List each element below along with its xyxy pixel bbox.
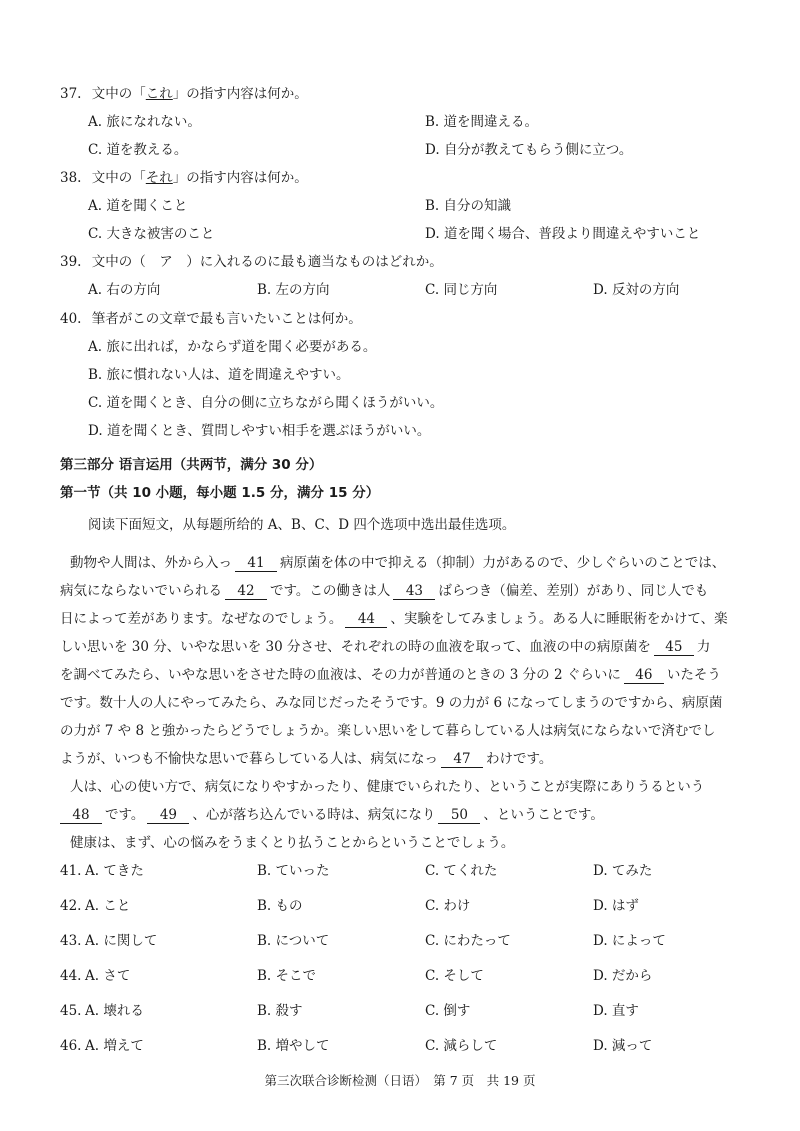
blank-42: 42 [225, 584, 267, 600]
passage-line: ようが、いつも不愉快な思いで暮らしている人は、病気になっ 47 わけです。 [60, 751, 553, 767]
blank-44: 44 [345, 612, 387, 628]
question-stem: 筆者がこの文章で最も言いたいことは何か。 [91, 311, 362, 327]
passage-line: 病気にならないでいられる 42 です。この働きは人 43 ばらつき（偏差、差别）があり、同じ人でも [60, 583, 709, 599]
choice-c[interactable]: C. そして [425, 968, 484, 984]
option-39-d[interactable]: D. 反対の方向 [593, 282, 680, 298]
question-number: 40. [60, 311, 82, 327]
page-footer: 第三次联合诊断检测（日语） 第 7 页 共 19 页 [264, 1073, 536, 1088]
question-number: 39. [60, 254, 82, 270]
option-38-c[interactable]: C. 大きな被害のこと [88, 226, 215, 242]
option-39-a[interactable]: A. 右の方向 [88, 282, 161, 298]
choice-d[interactable]: D. はず [593, 898, 639, 914]
option-38-d[interactable]: D. 道を聞く場合、普段より間違えやすいこと [425, 226, 701, 242]
choice-d[interactable]: D. 直す [593, 1003, 639, 1019]
choice-d[interactable]: D. 減って [593, 1038, 653, 1054]
passage-line: の力が 7 や 8 と強かったらどうでしょうか。楽しい思いをして暮らしている人は病気にならないで済むでし [60, 723, 716, 739]
choice-c[interactable]: C. にわたって [425, 933, 511, 949]
choice-c[interactable]: C. てくれた [425, 863, 498, 879]
choice-a[interactable]: A. さて [85, 968, 131, 984]
passage-line: 動物や人間は、外から入っ 41 病原菌を体の中で抑える（抑制）力があるので、少しぐらいのことでは、 [70, 555, 726, 571]
question-stem-post: 」の指す内容は何か。 [172, 170, 308, 186]
underlined-word: これ [145, 86, 173, 102]
question-number: 38. [60, 170, 82, 186]
option-39-c[interactable]: C. 同じ方向 [425, 282, 498, 298]
option-37-b[interactable]: B. 道を間違える。 [425, 114, 539, 130]
question-38 [60, 169, 308, 187]
question-37 [60, 85, 308, 103]
choice-number: 42. [60, 898, 82, 914]
choice-b[interactable]: B. もの [257, 898, 303, 914]
choice-d[interactable]: D. によって [593, 933, 666, 949]
option-40-c[interactable]: C. 道を聞くとき、自分の側に立ちながら聞くほうがいい。 [88, 395, 444, 411]
section-title: 第三部分 语言运用（共两节，满分 30 分） [60, 457, 323, 473]
question-stem-pre: 文中の「 [91, 86, 146, 102]
underlined-word: それ [145, 170, 173, 186]
question-39 [60, 253, 443, 271]
blank-49: 49 [147, 808, 189, 824]
choice-d[interactable]: D. てみた [593, 863, 653, 879]
passage-line: 48 です。 49 、心が落ち込んでいる時は、病気になり 50 、ということです。 [60, 806, 604, 824]
blank-50: 50 [438, 808, 480, 824]
choice-a[interactable]: A. 壊れる [85, 1003, 144, 1019]
blank-45: 45 [654, 640, 694, 656]
passage-line: 健康は、まず、心の悩みをうまくとり払うことからということでしょう。 [70, 835, 515, 851]
blank-48: 48 [60, 808, 102, 824]
blank-46: 46 [624, 668, 664, 684]
passage-line: です。数十人の人にやってみたら、みな同じだったそうです。9 の力が 6 になってしまうのですから、病原菌 [60, 695, 723, 711]
question-stem-pre: 文中の「 [91, 170, 146, 186]
choice-number: 41. [60, 863, 82, 879]
choice-b[interactable]: B. 殺す [257, 1003, 303, 1019]
blank-47: 47 [441, 752, 483, 768]
question-number: 37. [60, 86, 82, 102]
choice-number: 45. [60, 1003, 82, 1019]
passage-line: 日によって差があります。なぜなのでしょう。 44 、実験をしてみましょう。ある人に睡眠術をかけて、楽 [60, 611, 728, 627]
choice-d[interactable]: D. だから [593, 968, 653, 984]
option-37-d[interactable]: D. 自分が教えてもらう側に立つ。 [425, 142, 633, 158]
question-stem: 文中の（ ア ）に入れるのに最も適当なものはどれか。 [91, 254, 443, 270]
option-38-a[interactable]: A. 道を聞くこと [88, 198, 188, 214]
choice-b[interactable]: B. について [257, 933, 330, 949]
option-40-a[interactable]: A. 旅に出れば，かならず道を聞く必要がある。 [88, 339, 377, 355]
subsection-title: 第一节（共 10 小题，每小题 1.5 分，满分 15 分） [60, 485, 380, 501]
option-37-a[interactable]: A. 旅になれない。 [88, 114, 201, 130]
option-39-b[interactable]: B. 左の方向 [257, 282, 330, 298]
choice-number: 46. [60, 1038, 82, 1054]
choice-c[interactable]: C. 減らして [425, 1038, 498, 1054]
question-40 [60, 310, 362, 328]
choice-a[interactable]: A. に関して [85, 933, 158, 949]
choice-c[interactable]: C. わけ [425, 898, 471, 914]
passage-line: 人は、心の使い方で、病気になりやすかったり、健康でいられたり、ということが実際にありうるという [70, 779, 705, 795]
option-40-b[interactable]: B. 旅に慣れない人は、道を間違えやすい。 [88, 367, 350, 383]
choice-b[interactable]: B. ていった [257, 863, 330, 879]
passage-line: を調べてみたら、いやな思いをさせた時の血液は、その力が普通のときの 3 分の 2 ぐらいに 46 いたそう [60, 667, 721, 683]
blank-41: 41 [235, 556, 277, 572]
option-40-d[interactable]: D. 道を聞くとき、質問しやすい相手を選ぶほうがいい。 [88, 423, 431, 439]
option-37-c[interactable]: C. 道を教える。 [88, 142, 188, 158]
choice-b[interactable]: B. そこで [257, 968, 317, 984]
choice-c[interactable]: C. 倒す [425, 1003, 471, 1019]
blank-43: 43 [393, 584, 435, 600]
choice-a[interactable]: A. こと [85, 898, 131, 914]
passage-line: しい思いを 30 分、いやな思いを 30 分させ、それぞれの時の血液を取って、血液の中の病原菌を 45 力 [60, 639, 711, 655]
choice-a[interactable]: A. てきた [85, 863, 144, 879]
choice-number: 43. [60, 933, 82, 949]
choice-a[interactable]: A. 増えて [85, 1038, 144, 1054]
choice-b[interactable]: B. 増やして [257, 1038, 330, 1054]
instructions: 阅读下面短文，从每题所给的 A、B、C、D 四个选项中选出最佳选项。 [88, 517, 516, 533]
option-38-b[interactable]: B. 自分の知識 [425, 198, 512, 214]
choice-number: 44. [60, 968, 82, 984]
question-stem-post: 」の指す内容は何か。 [172, 86, 308, 102]
